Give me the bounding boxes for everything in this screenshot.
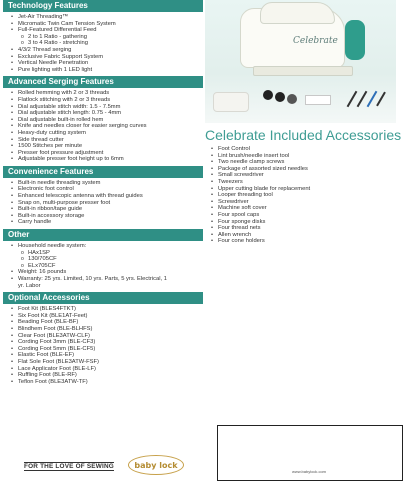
- sponge-disk-accessory: [287, 94, 297, 104]
- differential-feed-sublist: [18, 34, 203, 47]
- technology-header: Technology Features: [3, 0, 203, 12]
- other-list: [3, 243, 203, 289]
- serger-machine-top: [260, 2, 335, 24]
- list-item: • Built-in accessory storage: [18, 213, 203, 220]
- list-item: • Dial adjustable stitch length: 0.75 - 4mm: [18, 110, 203, 117]
- list-item: • Tweezers: [218, 179, 400, 186]
- list-item: • Blindhem Foot (BLE-BLHFS): [18, 326, 203, 333]
- sponge-disk-accessory: [263, 90, 273, 100]
- list-item: • Flatlock stitching with 2 or 3 threads: [18, 97, 203, 104]
- convenience-list: [3, 180, 203, 226]
- list-item: • Small screwdriver: [218, 172, 400, 179]
- website-url: www.babylock.com: [292, 469, 327, 474]
- list-item: • Jet-Air Threading™: [18, 14, 203, 21]
- list-item: • Dial adjustable built-in rolled hem: [18, 117, 203, 124]
- list-item: • Rolled hemming with 2 or 3 threads: [18, 90, 203, 97]
- serger-handwheel: [345, 20, 365, 60]
- convenience-header: Convenience Features: [3, 166, 203, 178]
- list-item: • Warranty: 25 yrs. Limited, 10 yrs. Parts, 5 yrs. Electrical, 1 yr. Labor: [18, 276, 168, 289]
- list-item: • Upper cutting blade for replacement: [218, 186, 400, 193]
- list-item: • Weight: 16 pounds: [18, 269, 203, 276]
- list-item: • Vertical Needle Penetration: [18, 60, 203, 67]
- sub-list-wrapper: [18, 250, 203, 270]
- sub-list-item: o 2 to 1 Ratio - gathering: [28, 34, 203, 41]
- list-item: • Ruffling Foot (BLE-RF): [18, 372, 203, 379]
- list-item: • Carry handle: [18, 219, 203, 226]
- sub-list-item: o HAx1SP: [28, 250, 203, 257]
- list-item: • Built-in needle threading system: [18, 180, 203, 187]
- list-item: • Pure lighting with 1 LED light: [18, 67, 203, 74]
- list-item: • Electronic foot control: [18, 186, 203, 193]
- included-accessories: [210, 146, 400, 248]
- list-item: • 4/3/2 Thread serging: [18, 47, 203, 54]
- list-item: • Lace Applicator Foot (BLE-LF): [18, 366, 203, 373]
- list-item: • Enhanced telescopic antenna with thread guides: [18, 193, 203, 200]
- list-item: • Cording Foot 3mm (BLE-CF3): [18, 339, 203, 346]
- list-item: • Lint brush/needle insert tool: [218, 153, 400, 160]
- list-item: • Adjustable presser foot height up to 6mm: [18, 156, 203, 163]
- optional-list: [3, 306, 203, 385]
- included-accessories-title: Celebrate Included Accessories: [205, 127, 402, 143]
- other-header: Other: [3, 229, 203, 241]
- list-item: • Full-Featured Differential Feed: [18, 27, 203, 34]
- list-item: • Presser foot pressure adjustment: [18, 150, 203, 157]
- list-item: • Snap on, multi-purpose presser foot: [18, 200, 203, 207]
- sub-list-item: o 130/705CF: [28, 256, 203, 263]
- brand-tagline: FOR THE LOVE OF SEWING: [24, 463, 114, 470]
- list-item: • Built-in ribbon/tape guide: [18, 206, 203, 213]
- sub-list-item: o ELx705CF: [28, 263, 203, 270]
- list-item: • Four cone holders: [218, 238, 400, 245]
- serger-base: [253, 66, 353, 76]
- list-item: • Cording Foot 5mm (BLE-CF5): [18, 346, 203, 353]
- list-item: • Foot Kit (BLES4FTKT): [18, 306, 203, 313]
- list-item: • Beading Foot (BLE-BF): [18, 319, 203, 326]
- machine-brand-label: Celebrate: [293, 36, 338, 46]
- list-item: • Two needle clamp screws: [218, 159, 400, 166]
- list-item: • Knife and needles closer for easier serging curves: [18, 123, 203, 130]
- list-item: • Allen wrench: [218, 232, 400, 239]
- soft-cover-accessory: [213, 92, 249, 112]
- list-item: • Six Foot Kit (BLE1AT-Feet): [18, 313, 203, 320]
- needle-type-sublist: [18, 250, 203, 270]
- included-accessories-list: [210, 146, 400, 245]
- list-item: • Package of assorted sized needles: [218, 166, 400, 173]
- list-item: • Side thread cutter: [18, 137, 203, 144]
- serging-header: Advanced Serging Features: [3, 76, 203, 88]
- list-item: • Machine soft cover: [218, 205, 400, 212]
- list-item: • Four spool caps: [218, 212, 400, 219]
- list-item: • Clear Foot (BLE3ATW-CLF): [18, 333, 203, 340]
- wrench-accessory: [376, 92, 386, 107]
- list-item: • Elastic Foot (BLE-EF): [18, 352, 203, 359]
- sub-list-wrapper: [18, 34, 203, 47]
- product-photo: [205, 0, 396, 123]
- list-item: • Household needle system:: [18, 243, 203, 250]
- tweezers-accessory: [347, 91, 358, 108]
- baby-lock-logo: [128, 455, 184, 475]
- screwdriver-accessory: [357, 91, 368, 108]
- list-item: • Flat Sole Foot (BLE3ATW-FSF): [18, 359, 203, 366]
- technology-list: [3, 14, 203, 73]
- list-item: • Exclusive Fabric Support System: [18, 54, 203, 61]
- list-item: • Micromatic Twin Cam Tension System: [18, 21, 203, 28]
- serging-list: [3, 90, 203, 163]
- list-item: • Teflon Foot (BLE3ATW-TF): [18, 379, 203, 386]
- sponge-disk-accessory: [275, 92, 285, 102]
- needle-case-accessory: [305, 95, 331, 105]
- optional-header: Optional Accessories: [3, 292, 203, 304]
- sub-list-item: o 3 to 4 Ratio - stretching: [28, 40, 203, 47]
- list-item: • Screwdriver: [218, 199, 400, 206]
- list-item: • Foot Control: [218, 146, 400, 153]
- list-item: • Looper threading tool: [218, 192, 400, 199]
- list-item: • Dial adjustable stitch width: 1.5 - 7.5mm: [18, 104, 203, 111]
- feature-column: [3, 0, 203, 388]
- list-item: • Four thread nets: [218, 225, 400, 232]
- logo-text: baby lock: [134, 460, 178, 470]
- list-item: • Four sponge disks: [218, 219, 400, 226]
- list-item: • 1500 Stitches per minute: [18, 143, 203, 150]
- list-item: • Heavy-duty cutting system: [18, 130, 203, 137]
